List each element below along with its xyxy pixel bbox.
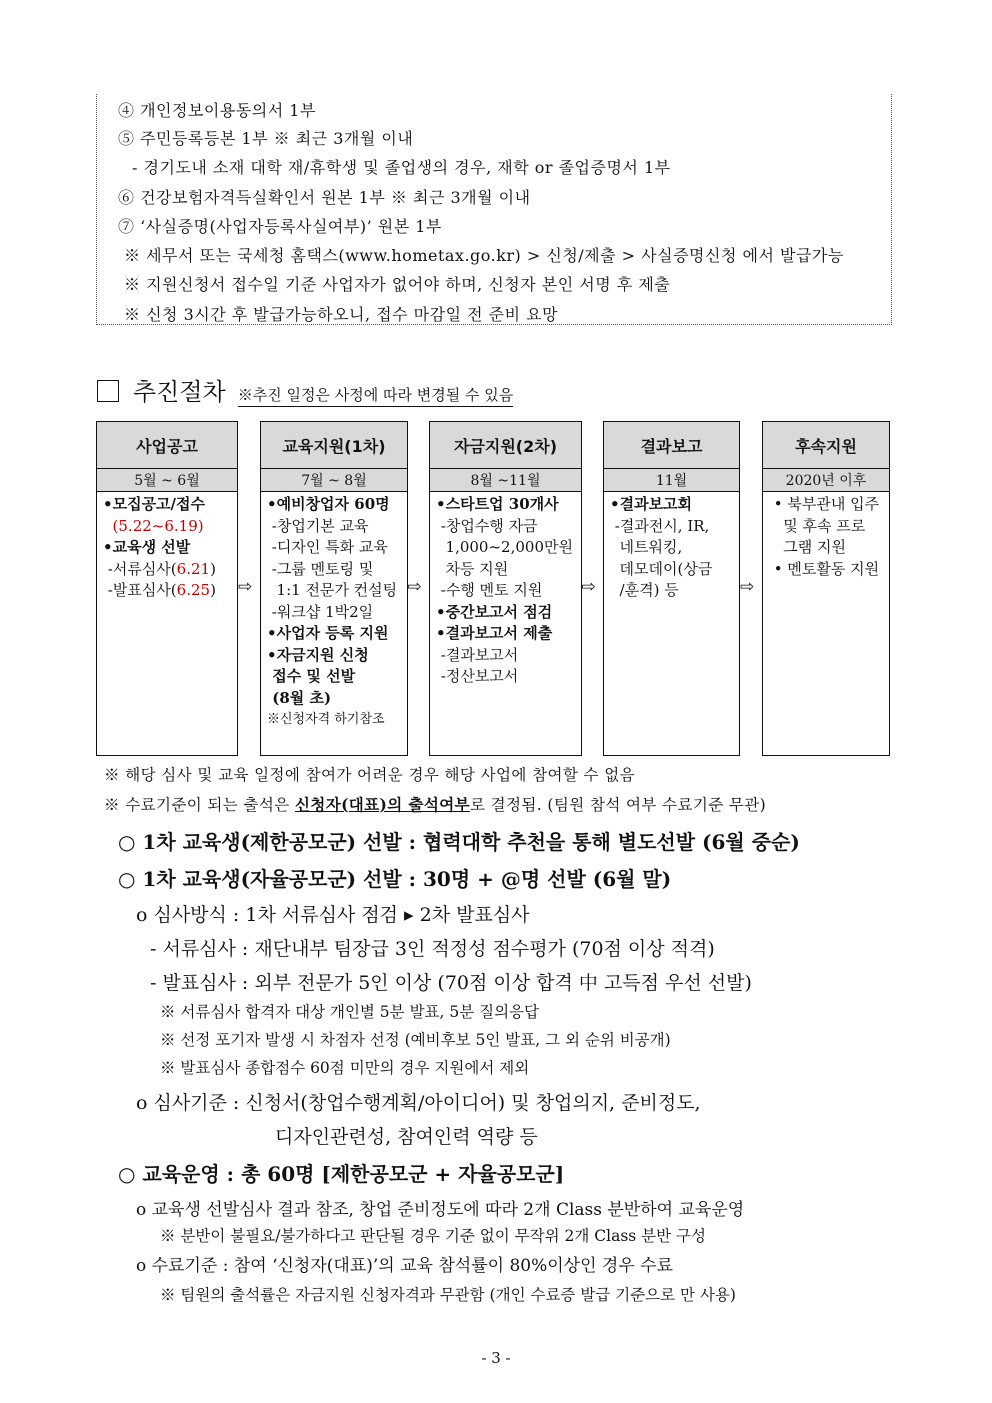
stage-detail-line: 및 후속 프로 [769,516,866,535]
stage-detail-line: 네트워킹, [610,538,683,556]
stage-detail-line: -그룹 멘토링 및 [267,559,374,578]
stage-detail-line: ※신청자격 하기참조 [267,712,385,727]
document-list-item: ⑥ 건강보험자격득실확인서 원본 1부 ※ 최근 3개월 이내 [118,188,531,207]
review-criteria-cont: 디자인관련성, 참여인력 역량 등 [275,1126,538,1148]
stage-detail-line: -워크샵 1박2일 [267,602,374,621]
stage-detail-line: -창업수행 자금 [436,516,538,535]
stage-title: 후속지원 [763,422,889,469]
review-method: o 심사방식 : 1차 서류심사 점검 ▸ 2차 발표심사 [136,904,530,926]
review-criteria: o 심사기준 : 신청서(창업수행계획/아이디어) 및 창업의지, 준비정도, [136,1092,701,1114]
stage-period: 11월 [604,469,739,492]
stage-detail-line: -발표심사(6.25) [103,581,216,599]
completion-criteria: o 수료기준 : 참여 ‘신청자(대표)’의 교육 참석률이 80%이상인 경우 수료 [136,1256,674,1276]
flow-arrow-icon: ⇨ [581,577,596,597]
stage-detail-line: -정산보고서 [436,667,519,685]
stage-detail-line: -결과전시, IR, [610,516,710,535]
stage-detail-line: •교육생 선발 [103,538,191,556]
document-list-item: ※ 세무서 또는 국세청 홈택스(www.hometax.go.kr) > 신청/제출 > 사실증명신청 에서 발급가능 [124,246,844,265]
section-title: 추진절차 [133,378,226,406]
note-team-attendance: ※ 팀원의 출석률은 자금지원 신청자격과 무관함 (개인 수료증 발급 기준으로 만 사용) [160,1286,736,1304]
note-runner-up: ※ 선정 포기자 발생 시 차점자 선정 (예비후보 5인 발표, 그 외 순위 비공개) [160,1031,671,1049]
stage-detail-line: •결과보고회 [610,495,693,513]
stage-details [436,494,577,688]
flow-arrow-icon: ⇨ [407,577,422,597]
stage-detail-line: 그램 지원 [769,538,847,556]
attendance-criterion: 신청자(대표)의 출석여부 [294,795,470,814]
stage-detail-line: -수행 멘토 지원 [436,581,543,599]
stage-detail-line: -결과보고서 [436,645,519,664]
stage-detail-line: •사업자 등록 지원 [267,624,389,642]
stage-detail-line: •자금지원 신청 [267,645,369,664]
note-class-random: ※ 분반이 불필요/불가하다고 판단될 경우 기준 없이 무작위 2개 Class 분반 구성 [160,1227,706,1245]
stage-title: 자금지원(2차) [430,422,581,469]
note-schedule: ※ 해당 심사 및 교육 일정에 참여가 어려운 경우 해당 사업에 참여할 수 없음 [104,766,635,784]
stage-period: 5월 ~ 6월 [97,469,237,492]
stage-detail-line: 접수 및 선발 [267,667,356,685]
stage-period: 2020년 이후 [763,469,889,492]
stage-detail-line: -창업기본 교육 [267,516,369,535]
stage-title: 사업공고 [97,422,237,469]
class-division: o 교육생 선발심사 결과 참조, 창업 준비정도에 따라 2개 Class 분반하여 교육운영 [136,1200,745,1220]
stage-box [96,421,238,756]
stage-detail-line: (8월 초) [267,688,332,707]
document-list-item: ※ 지원신청서 접수일 기준 사업자가 없어야 하며, 신청자 본인 서명 후 제출 [124,275,671,294]
stage-details [267,494,403,731]
document-list-item: ⑤ 주민등록등본 1부 ※ 최근 3개월 이내 [118,129,414,148]
stage-detail-line: 1:1 전문가 컨설팅 [267,581,398,599]
stage-detail-line: /훈격) 등 [610,581,679,599]
stage-box [603,421,740,756]
document-review: - 서류심사 : 재단내부 팀장급 3인 적정성 점수평가 (70점 이상 적격) [150,938,715,960]
stage-detail-line: •중간보고서 점검 [436,602,553,621]
stage-title: 교육지원(1차) [261,422,407,469]
stage-detail-line: (5.22~6.19) [103,516,204,535]
stage-box [260,421,408,756]
stage-detail-line: -서류심사(6.21) [103,559,216,578]
document-list-item: - 경기도내 소재 대학 재/휴학생 및 졸업생의 경우, 재학 or 졸업증명서 1부 [132,158,671,177]
note-presentation-time: ※ 서류심사 합격자 대상 개인별 5분 발표, 5분 질의응답 [160,1003,540,1021]
stage-details [769,494,885,580]
heading-education: ○ 교육운영 : 총 60명 [제한공모군 + 자율공모군] [118,1162,565,1186]
stage-detail-line: • 북부관내 입주 [769,495,880,513]
stage-detail-line: 1,000~2,000만원 [436,538,573,556]
flow-arrow-icon: ⇨ [238,577,253,597]
flow-arrow-icon: ⇨ [740,577,755,597]
document-list-item: ④ 개인정보이용동의서 1부 [118,101,316,120]
heading-open-selection: ○ 1차 교육생(자율공모군) 선발 : 30명 + @명 선발 (6월 말) [118,867,672,891]
stage-detail-line: 차등 지원 [436,559,509,578]
document-list-item: ※ 신청 3시간 후 발급가능하오니, 접수 마감일 전 준비 요망 [124,305,559,324]
page-number: - 3 - [481,1349,511,1367]
section-note: ※추진 일정은 사정에 따라 변경될 수 있음 [238,384,513,407]
stage-box [762,421,890,756]
stage-period: 7월 ~ 8월 [261,469,407,492]
section-heading [97,372,513,407]
document-list-item: ⑦ ‘사실증명(사업자등록사실여부)’ 원본 1부 [118,217,442,236]
stage-detail-line: •결과보고서 제출 [436,624,553,642]
heading-restricted-selection: ○ 1차 교육생(제한공모군) 선발 : 협력대학 추천을 통해 별도선발 (6월 중순) [118,830,800,854]
stage-details [103,494,233,602]
stage-details [610,494,735,602]
stage-detail-line: 데모데이(상금 [610,559,713,578]
stage-period: 8월 ~11월 [430,469,581,492]
note-cutoff: ※ 발표심사 종합점수 60점 미만의 경우 지원에서 제외 [160,1059,530,1077]
checkbox-square-icon [97,380,119,402]
stage-title: 결과보고 [604,422,739,469]
stage-box [429,421,582,756]
note-attendance: ※ 수료기준이 되는 출석은 신청자(대표)의 출석여부로 결정됨. (팀원 참석 여부 수료기준 무관) [104,795,767,814]
stage-detail-line: • 멘토활동 지원 [769,559,880,578]
stage-detail-line: -디자인 특화 교육 [267,538,388,556]
stage-detail-line: •예비창업자 60명 [267,495,390,513]
stage-detail-line: •스타트업 30개사 [436,495,559,513]
presentation-review: - 발표심사 : 외부 전문가 5인 이상 (70점 이상 합격 中 고득점 우선 선발) [150,972,752,994]
stage-detail-line: •모집공고/접수 [103,495,206,513]
